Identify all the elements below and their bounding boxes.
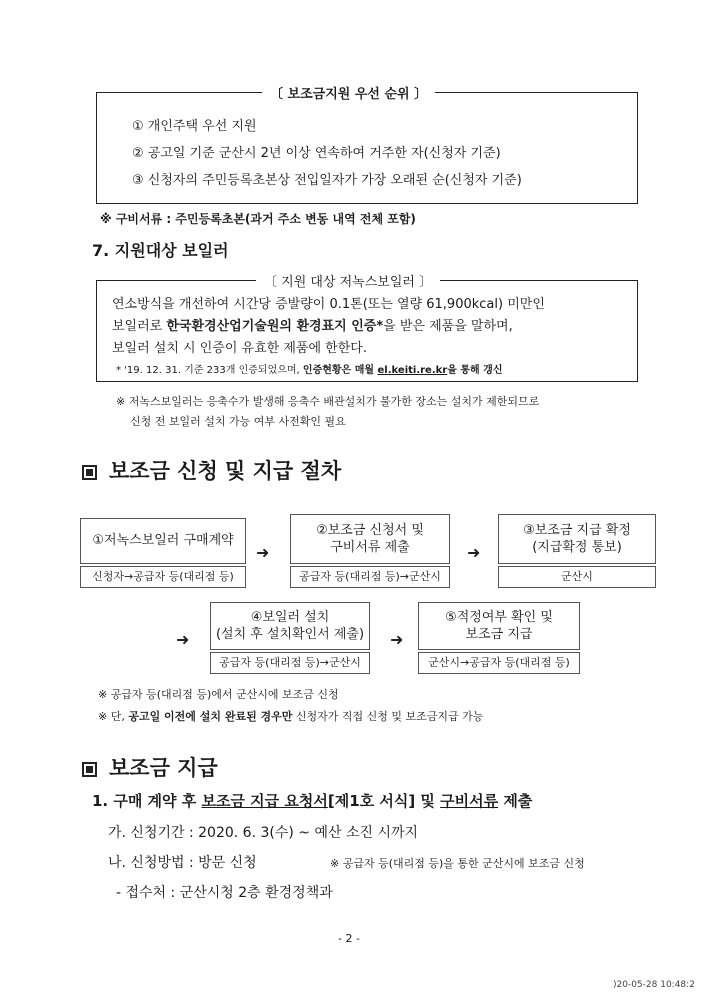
step-4-box (210, 602, 370, 650)
step-1-box (80, 518, 246, 564)
boiler-heading: 7. 지원대상 보일러 (92, 241, 229, 260)
item1-b: 보조금 지급 요청서 (201, 792, 328, 810)
priority-item-3: ③ 신청자의 주민등록초본상 전입일자가 가장 오래된 순(신청자 기준) (132, 173, 522, 188)
item1-d: 구비서류 (440, 792, 499, 810)
boiler-line-2c: 을 받은 제품을 말하며, (383, 319, 513, 334)
procedure-title-text: 보조금 신청 및 지급 절차 (109, 459, 342, 483)
certification-emphasis: 한국환경산업기술원의 환경표지 인증* (166, 319, 384, 334)
payment-method: 나. 신청방법 : 방문 신청 (108, 855, 257, 871)
arrow-icon: ➜ (390, 630, 404, 649)
step-4-actor: 공급자 등(대리점 등)→군산시 (210, 652, 370, 674)
procedure-note-2 (98, 708, 483, 724)
boiler-warning-1: ※ 저녹스보일러는 응축수가 발생해 응축수 배관설치가 불가한 장소는 설치가 제한되므로 (116, 395, 540, 408)
boiler-line-1: 연소방식을 개선하여 시간당 증발량이 0.1톤(또는 열량 61,900kcal) 미만인 (112, 297, 545, 312)
step-3-label-2: (지급확정 통보) (532, 540, 622, 555)
boiler-line-2a: 보일러로 (112, 319, 167, 334)
step-3-label-1: ③보조금 지급 확정 (523, 523, 631, 538)
step-2-label-2: 구비서류 제출 (330, 540, 410, 555)
arrow-icon: ➜ (256, 543, 270, 562)
step-2-actor: 공급자 등(대리점 등)→군산시 (290, 566, 450, 588)
section-square-icon (82, 465, 97, 480)
boiler-line-2 (112, 315, 513, 334)
step-5-box (418, 602, 580, 650)
boiler-line-3: 보일러 설치 시 인증이 유효한 제품에 한한다. (112, 341, 367, 356)
priority-title: 〔 보조금지원 우선 순위 〕 (262, 83, 435, 102)
item1-a: 1. 구매 계약 후 (92, 792, 202, 810)
note2-c: 신청자가 직접 신청 및 보조금지급 가능 (292, 710, 484, 723)
page-number: - 2 - (338, 932, 360, 945)
section-square-icon (82, 762, 97, 777)
step-4-label-1: ④보일러 설치 (250, 610, 330, 625)
note-prefix: ※ 구비서류 : (100, 212, 176, 226)
boiler-footnote (116, 361, 502, 376)
boiler-warning-2: 신청 전 보일러 설치 가능 여부 사전확인 필요 (130, 415, 346, 428)
arrow-icon: ➜ (176, 630, 190, 649)
print-stamp: )20-05-28 10:48:2 (613, 980, 695, 990)
step-5-label-1: ⑤적정여부 확인 및 (445, 610, 553, 625)
priority-item-2: ② 공고일 기준 군산시 2년 이상 연속하여 거주한 자(신청자 기준) (132, 146, 501, 161)
footnote-link[interactable]: el.keiti.re.kr (377, 365, 448, 376)
step-1-actor: 신청자→공급자 등(대리점 등) (80, 566, 246, 588)
payment-method-note: ※ 공급자 등(대리점 등)을 통한 군산시에 보조금 신청 (330, 857, 585, 870)
footnote-b: 인증현황은 매월 (302, 365, 378, 376)
procedure-note-1: ※ 공급자 등(대리점 등)에서 군산시에 보조금 신청 (98, 688, 339, 701)
note2-b: 공고일 이전에 설치 완료된 경우만 (128, 710, 293, 723)
step-2-box (290, 514, 450, 564)
item1-c: [제1호 서식] 및 (327, 792, 441, 810)
payment-title (82, 752, 218, 782)
step-2-label-1: ②보조금 신청서 및 (316, 523, 424, 538)
payment-office: - 접수처 : 군산시청 2층 환경정책과 (116, 885, 333, 901)
step-3-box (498, 514, 656, 564)
item1-e: 제출 (498, 792, 533, 810)
note-body: 주민등록초본(과거 주소 변동 내역 전체 포함) (175, 212, 416, 226)
step-1-label: ①저녹스보일러 구매계약 (92, 533, 234, 548)
boiler-box-title: 〔 지원 대상 저녹스보일러 〕 (256, 271, 440, 290)
step-3-actor: 군산시 (498, 566, 656, 588)
step-5-actor: 군산시→공급자 등(대리점 등) (418, 652, 580, 674)
note2-a: ※ 단, (98, 710, 129, 723)
priority-note (100, 210, 416, 227)
priority-item-1: ① 개인주택 우선 지원 (132, 119, 257, 134)
procedure-title (82, 455, 341, 485)
footnote-c: 을 통해 갱신 (447, 365, 503, 376)
step-5-label-2: 보조금 지급 (465, 627, 533, 642)
payment-period: 가. 신청기간 : 2020. 6. 3(수) ~ 예산 소진 시까지 (108, 825, 419, 841)
payment-title-text: 보조금 지급 (109, 756, 218, 780)
arrow-icon: ➜ (467, 543, 481, 562)
step-4-label-2: (설치 후 설치확인서 제출) (215, 627, 365, 642)
footnote-a: * '19. 12. 31. 기준 233개 인증되었으며, (116, 365, 303, 376)
payment-item-1 (92, 790, 532, 811)
